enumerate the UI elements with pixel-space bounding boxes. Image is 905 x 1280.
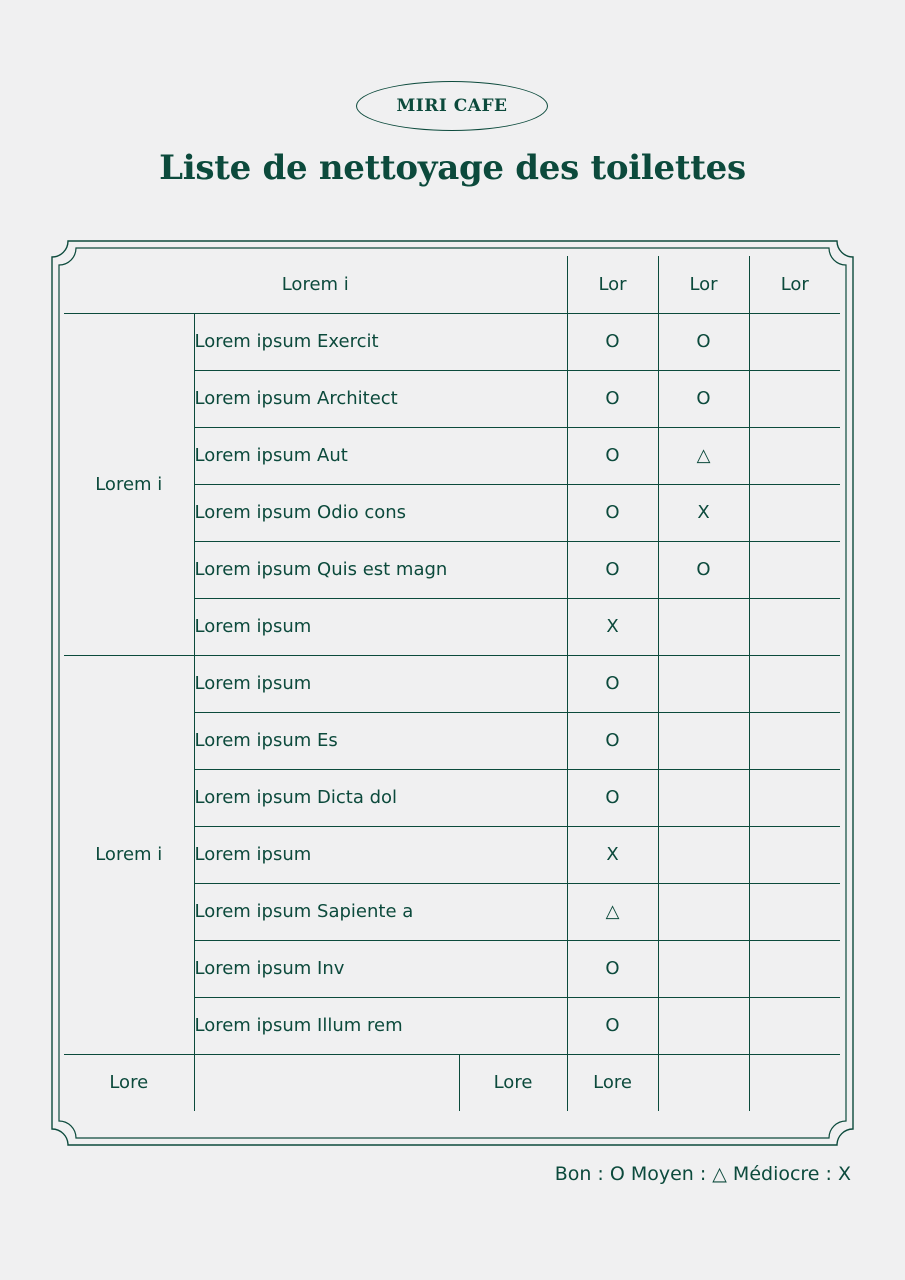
status-cell-3 bbox=[749, 541, 840, 598]
status-cell-2 bbox=[658, 940, 749, 997]
status-cell-1: O bbox=[567, 712, 658, 769]
footer-empty-1 bbox=[658, 1054, 749, 1111]
footer-row bbox=[64, 1054, 840, 1111]
status-cell-2 bbox=[658, 883, 749, 940]
status-cell-3 bbox=[749, 712, 840, 769]
task-name: Lorem ipsum Inv bbox=[194, 940, 567, 997]
status-cell-3 bbox=[749, 826, 840, 883]
status-cell-2 bbox=[658, 826, 749, 883]
task-name: Lorem ipsum Aut bbox=[194, 427, 567, 484]
status-cell-3 bbox=[749, 484, 840, 541]
status-cell-3 bbox=[749, 313, 840, 370]
header-col-2: Lor bbox=[658, 256, 749, 313]
header-col-3: Lor bbox=[749, 256, 840, 313]
legend-moyen: Moyen : △ bbox=[630, 1163, 727, 1185]
status-cell-1: O bbox=[567, 541, 658, 598]
status-cell-2: O bbox=[658, 313, 749, 370]
task-name: Lorem ipsum Architect bbox=[194, 370, 567, 427]
status-cell-2: △ bbox=[658, 427, 749, 484]
status-cell-3 bbox=[749, 370, 840, 427]
status-cell-3 bbox=[749, 427, 840, 484]
status-cell-2 bbox=[658, 997, 749, 1054]
footer-value: Lore bbox=[567, 1054, 658, 1111]
task-name: Lorem ipsum Es bbox=[194, 712, 567, 769]
task-name: Lorem ipsum Illum rem bbox=[194, 997, 567, 1054]
legend-mediocre: Médiocre : X bbox=[732, 1163, 851, 1185]
footer-blank bbox=[194, 1054, 459, 1111]
status-cell-1: O bbox=[567, 313, 658, 370]
status-cell-1: O bbox=[567, 427, 658, 484]
status-cell-2 bbox=[658, 655, 749, 712]
category-label: Lorem i bbox=[64, 313, 194, 655]
status-cell-3 bbox=[749, 883, 840, 940]
table-row bbox=[64, 655, 840, 712]
status-cell-2: X bbox=[658, 484, 749, 541]
table-row bbox=[64, 313, 840, 370]
task-name: Lorem ipsum Exercit bbox=[194, 313, 567, 370]
status-cell-3 bbox=[749, 655, 840, 712]
task-name: Lorem ipsum Sapiente a bbox=[194, 883, 567, 940]
brand-logo: MIRI CAFE bbox=[356, 81, 548, 131]
footer-label-2: Lore bbox=[459, 1054, 567, 1111]
status-cell-1: O bbox=[567, 940, 658, 997]
status-cell-3 bbox=[749, 940, 840, 997]
task-name: Lorem ipsum Dicta dol bbox=[194, 769, 567, 826]
footer-label-1: Lore bbox=[64, 1054, 194, 1111]
task-name: Lorem ipsum bbox=[194, 826, 567, 883]
header-col-1: Lor bbox=[567, 256, 658, 313]
task-name: Lorem ipsum Quis est magn bbox=[194, 541, 567, 598]
status-cell-2: O bbox=[658, 370, 749, 427]
status-cell-2 bbox=[658, 598, 749, 655]
status-cell-1: O bbox=[567, 655, 658, 712]
page-title: Liste de nettoyage des toilettes bbox=[159, 148, 746, 188]
status-cell-1: X bbox=[567, 598, 658, 655]
status-cell-1: O bbox=[567, 484, 658, 541]
status-cell-1: X bbox=[567, 826, 658, 883]
status-cell-3 bbox=[749, 997, 840, 1054]
status-cell-2: O bbox=[658, 541, 749, 598]
task-name: Lorem ipsum bbox=[194, 655, 567, 712]
status-cell-2 bbox=[658, 712, 749, 769]
legend-bon: Bon : O bbox=[554, 1163, 625, 1185]
task-name: Lorem ipsum Odio cons bbox=[194, 484, 567, 541]
status-cell-3 bbox=[749, 598, 840, 655]
cleaning-table bbox=[64, 256, 840, 1111]
header-main: Lorem i bbox=[64, 256, 567, 313]
task-name: Lorem ipsum bbox=[194, 598, 567, 655]
status-cell-2 bbox=[658, 769, 749, 826]
table-header-row bbox=[64, 256, 840, 313]
category-label: Lorem i bbox=[64, 655, 194, 1054]
status-cell-1: O bbox=[567, 370, 658, 427]
status-cell-1: △ bbox=[567, 883, 658, 940]
status-cell-3 bbox=[749, 769, 840, 826]
legend bbox=[555, 1163, 851, 1185]
status-cell-1: O bbox=[567, 997, 658, 1054]
footer-empty-2 bbox=[749, 1054, 840, 1111]
status-cell-1: O bbox=[567, 769, 658, 826]
